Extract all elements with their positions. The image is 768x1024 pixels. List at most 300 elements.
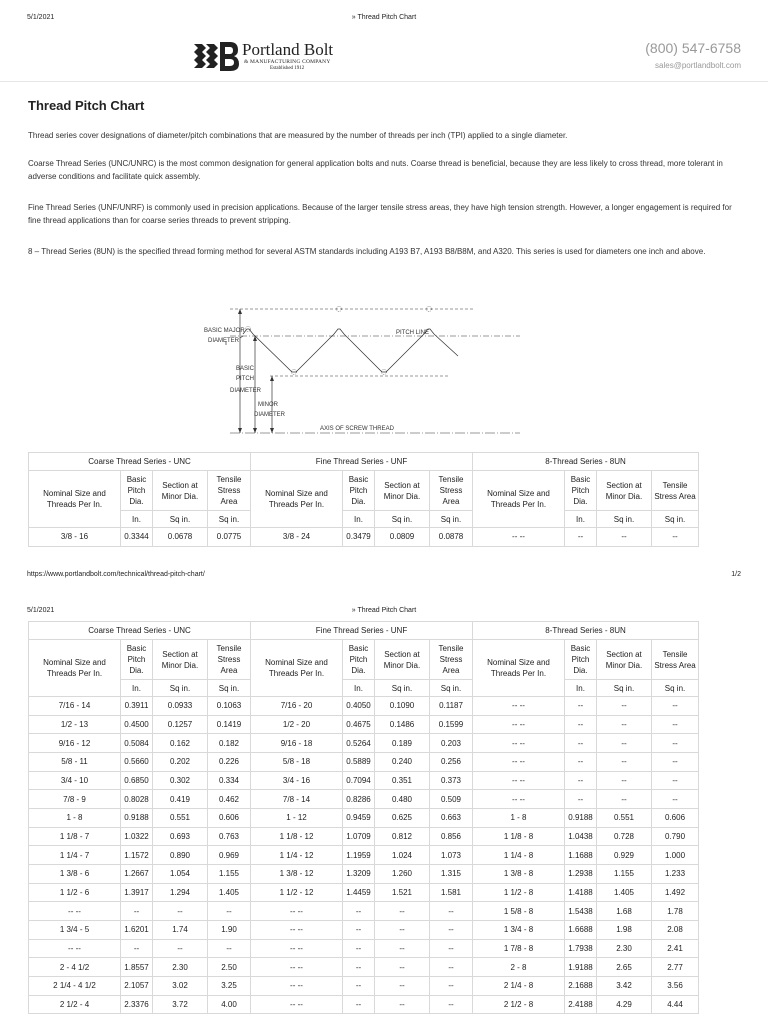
table-cell: -- (343, 976, 375, 995)
header-section: Section at Minor Dia. (597, 471, 652, 511)
table-cell: -- (565, 697, 597, 716)
header-section: Section at Minor Dia. (153, 471, 208, 511)
paragraph-coarse: Coarse Thread Series (UNC/UNRC) is the most common designation for general application bolts and nuts. Coarse thread is beneficial, because they are less likely to cross thread, more tolerant in adverse conditions and facilitate quick assembly. (28, 159, 723, 181)
logo-established: Established 1912 (270, 66, 305, 71)
table-cell: 1.90 (208, 920, 251, 939)
table-cell: 2.41 (652, 939, 699, 958)
table-cell: 1.260 (375, 864, 430, 883)
table-cell: -- -- (29, 939, 121, 958)
table-cell: 0.890 (153, 846, 208, 865)
header-pitch: Basic Pitch Dia. (121, 471, 153, 511)
table-cell: 1 1/8 - 12 (251, 827, 343, 846)
print-header (0, 14, 768, 28)
phone-link[interactable]: (800) 547-6758 (645, 40, 741, 56)
table-cell: -- -- (473, 715, 565, 734)
table-cell: 1.521 (375, 883, 430, 902)
table-cell: 1.294 (153, 883, 208, 902)
label-pitch-diameter: DIAMETER (230, 388, 262, 394)
table-cell: -- (343, 958, 375, 977)
thread-diagram (200, 296, 530, 438)
header-tensile: Tensile Stress Area (652, 640, 699, 680)
table-cell: 0.3911 (121, 697, 153, 716)
table-cell: 1.8557 (121, 958, 153, 977)
table-cell: 2 1/2 - 4 (29, 995, 121, 1014)
table-cell: 1.315 (430, 864, 473, 883)
table-cell: 0.5660 (121, 752, 153, 771)
table-cell: -- -- (251, 902, 343, 921)
table-cell: 0.7094 (343, 771, 375, 790)
table-body (29, 528, 699, 547)
table-row (29, 995, 699, 1014)
unit-cell: In. (121, 511, 153, 528)
header-section: Section at Minor Dia. (597, 640, 652, 680)
label-basic: BASIC (236, 366, 255, 372)
table-cell: 0.606 (652, 808, 699, 827)
table-cell: 1.405 (597, 883, 652, 902)
table-cell: 7/8 - 14 (251, 790, 343, 809)
table-cell: 1 1/8 - 7 (29, 827, 121, 846)
table-row (29, 697, 699, 716)
table-row (29, 752, 699, 771)
table-cell: 0.0933 (153, 697, 208, 716)
header-nominal: Nominal Size and Threads Per In. (473, 640, 565, 697)
table-cell: -- (652, 734, 699, 753)
label-pitch: PITCH (236, 376, 254, 382)
table-cell: 0.625 (375, 808, 430, 827)
table-cell: -- (652, 752, 699, 771)
table-cell: 1 1/4 - 8 (473, 846, 565, 865)
table-cell: 2.1057 (121, 976, 153, 995)
table-cell: 0.419 (153, 790, 208, 809)
table-cell: 2.30 (597, 939, 652, 958)
table-cell: 0.302 (153, 771, 208, 790)
table-cell: -- (652, 697, 699, 716)
unit-cell: Sq in. (597, 511, 652, 528)
header-section: Section at Minor Dia. (153, 640, 208, 680)
table-row (29, 883, 699, 902)
table-cell: 0.4050 (343, 697, 375, 716)
table-cell: 0.763 (208, 827, 251, 846)
table-cell: -- -- (251, 976, 343, 995)
table-cell: 1 3/4 - 5 (29, 920, 121, 939)
table-cell: -- (565, 790, 597, 809)
group-header-8un: 8-Thread Series - 8UN (473, 622, 699, 640)
unit-cell: In. (565, 511, 597, 528)
table-cell: 4.00 (208, 995, 251, 1014)
logo-subtitle: & MANUFACTURING COMPANY (244, 59, 331, 65)
group-header-unf: Fine Thread Series - UNF (251, 453, 473, 471)
table-cell: 0.480 (375, 790, 430, 809)
table-cell: 1.000 (652, 846, 699, 865)
table-cell: 0.4675 (343, 715, 375, 734)
table-cell: 0.1599 (430, 715, 473, 734)
unit-cell: Sq in. (208, 511, 251, 528)
table-cell: 1 3/8 - 12 (251, 864, 343, 883)
table-cell: -- (121, 939, 153, 958)
table-cell: 0.1063 (208, 697, 251, 716)
table-cell: 1.4459 (343, 883, 375, 902)
table-cell: -- (565, 734, 597, 753)
table-cell: 0.462 (208, 790, 251, 809)
table-cell: -- (597, 528, 652, 547)
table-cell: 1.9188 (565, 958, 597, 977)
table-cell: 1.581 (430, 883, 473, 902)
table-cell: 1/2 - 20 (251, 715, 343, 734)
table-cell: 1.1959 (343, 846, 375, 865)
table-cell: 0.5889 (343, 752, 375, 771)
table-cell: 0.226 (208, 752, 251, 771)
table-cell: -- (153, 939, 208, 958)
table-row (29, 734, 699, 753)
table-cell: -- (565, 528, 597, 547)
table-cell: 0.3344 (121, 528, 153, 547)
table-cell: -- (430, 920, 473, 939)
header-pitch: Basic Pitch Dia. (565, 640, 597, 680)
table-cell: -- (343, 939, 375, 958)
table-row (29, 920, 699, 939)
table-row (29, 976, 699, 995)
table-cell: -- (121, 902, 153, 921)
label-minor: MINOR (258, 402, 278, 408)
table-cell: 0.551 (153, 808, 208, 827)
table-cell: 0.8028 (121, 790, 153, 809)
table-cell: 1.78 (652, 902, 699, 921)
table-cell: 0.0775 (208, 528, 251, 547)
header-tensile: Tensile Stress Area (430, 640, 473, 680)
table-body (29, 697, 699, 1014)
table-cell: 0.1419 (208, 715, 251, 734)
table-cell: -- (565, 771, 597, 790)
table-row (29, 958, 699, 977)
table-row (29, 902, 699, 921)
group-header-unc: Coarse Thread Series - UNC (29, 622, 251, 640)
header-pitch: Basic Pitch Dia. (565, 471, 597, 511)
table-cell: 1.054 (153, 864, 208, 883)
header-nominal: Nominal Size and Threads Per In. (251, 640, 343, 697)
label-pitch-line: PITCH LINE (396, 330, 430, 336)
table-cell: 0.693 (153, 827, 208, 846)
table-cell: -- (652, 715, 699, 734)
thread-table-page2 (28, 621, 699, 1014)
table-cell: 3.56 (652, 976, 699, 995)
table-cell: 1.155 (597, 864, 652, 883)
table-cell: 0.5264 (343, 734, 375, 753)
table-cell: 1.1572 (121, 846, 153, 865)
table-cell: 1.0709 (343, 827, 375, 846)
table-cell: -- -- (473, 790, 565, 809)
group-header-8un: 8-Thread Series - 8UN (473, 453, 699, 471)
table-cell: 0.6850 (121, 771, 153, 790)
header-section: Section at Minor Dia. (375, 471, 430, 511)
table-cell: 1/2 - 13 (29, 715, 121, 734)
table-cell: 2 1/4 - 4 1/2 (29, 976, 121, 995)
table-cell: 1 1/4 - 7 (29, 846, 121, 865)
table-cell: 1.233 (652, 864, 699, 883)
table-cell: -- -- (251, 995, 343, 1014)
table-cell: 0.9188 (565, 808, 597, 827)
table-cell: -- (343, 902, 375, 921)
table-cell: 0.162 (153, 734, 208, 753)
table-cell: 0.1187 (430, 697, 473, 716)
unit-cell: Sq in. (375, 680, 430, 697)
table-cell: 1 3/4 - 8 (473, 920, 565, 939)
table-cell: 1.3209 (343, 864, 375, 883)
table-cell: -- (597, 734, 652, 753)
table-cell: 0.182 (208, 734, 251, 753)
table-cell: -- (597, 790, 652, 809)
table-row (29, 790, 699, 809)
header-tensile: Tensile Stress Area (208, 471, 251, 511)
table-cell: 0.509 (430, 790, 473, 809)
table-cell: 0.551 (597, 808, 652, 827)
paragraph-thread-series: Thread series cover designations of diameter/pitch combinations that are measured by the number of threads per inch (TPI) applied to a single diameter. (28, 131, 568, 140)
table-row (29, 864, 699, 883)
table-cell: 1.7938 (565, 939, 597, 958)
table-cell: 0.373 (430, 771, 473, 790)
unit-cell: In. (343, 680, 375, 697)
table-cell: 3/8 - 16 (29, 528, 121, 547)
unit-cell: Sq in. (153, 680, 208, 697)
table-cell: 1.155 (208, 864, 251, 883)
table-cell: 1.68 (597, 902, 652, 921)
table-cell: 2 - 4 1/2 (29, 958, 121, 977)
table-cell: -- (597, 715, 652, 734)
table-cell: 2.30 (153, 958, 208, 977)
unit-cell: Sq in. (652, 511, 699, 528)
table-row (29, 846, 699, 865)
table-cell: 2.08 (652, 920, 699, 939)
table-cell: -- (652, 771, 699, 790)
print-date: 5/1/2021 (27, 607, 55, 614)
table-cell: 0.1486 (375, 715, 430, 734)
unit-cell: Sq in. (652, 680, 699, 697)
table-cell: 0.9459 (343, 808, 375, 827)
table-cell: -- (375, 958, 430, 977)
table-cell: 1.4188 (565, 883, 597, 902)
logo[interactable] (190, 36, 360, 74)
table-cell: 7/8 - 9 (29, 790, 121, 809)
print-date: 5/1/2021 (27, 14, 55, 21)
table-cell: -- -- (473, 752, 565, 771)
site-header (0, 30, 768, 82)
table-row (29, 808, 699, 827)
table-cell: -- -- (251, 958, 343, 977)
table-cell: 3.72 (153, 995, 208, 1014)
table-cell: 1.74 (153, 920, 208, 939)
table-cell: 9/16 - 18 (251, 734, 343, 753)
table-cell: 1 1/8 - 8 (473, 827, 565, 846)
table-cell: 0.5084 (121, 734, 153, 753)
table-cell: 1 - 12 (251, 808, 343, 827)
table-cell: 1.6688 (565, 920, 597, 939)
table-cell: 1.492 (652, 883, 699, 902)
logo-name: Portland Bolt (242, 40, 334, 59)
table-cell: 0.4500 (121, 715, 153, 734)
table-cell: 1.073 (430, 846, 473, 865)
article (28, 98, 740, 276)
table-cell: 1 5/8 - 8 (473, 902, 565, 921)
table-cell: 4.44 (652, 995, 699, 1014)
table-cell: 1.0322 (121, 827, 153, 846)
table-cell: 0.0678 (153, 528, 208, 547)
table-cell: 0.929 (597, 846, 652, 865)
table-row (29, 715, 699, 734)
table-cell: 1.2667 (121, 864, 153, 883)
table-cell: -- -- (251, 920, 343, 939)
table-cell: -- (430, 902, 473, 921)
table-cell: 3/8 - 24 (251, 528, 343, 547)
table-cell: -- -- (473, 528, 565, 547)
table-cell: -- -- (473, 697, 565, 716)
table-cell: 0.0809 (375, 528, 430, 547)
table-cell: 1 7/8 - 8 (473, 939, 565, 958)
table-row (29, 771, 699, 790)
table-cell: 0.240 (375, 752, 430, 771)
table-cell: 2.4188 (565, 995, 597, 1014)
table-cell: 7/16 - 20 (251, 697, 343, 716)
table-cell: 1 1/2 - 6 (29, 883, 121, 902)
group-header-unf: Fine Thread Series - UNF (251, 622, 473, 640)
header-pitch: Basic Pitch Dia. (343, 640, 375, 680)
table-cell: 1.0438 (565, 827, 597, 846)
table-cell: -- (153, 902, 208, 921)
header-nominal: Nominal Size and Threads Per In. (473, 471, 565, 528)
email-link[interactable]: sales@portlandbolt.com (655, 61, 741, 70)
table-cell: 1 - 8 (473, 808, 565, 827)
print-header (0, 607, 768, 621)
table-cell: 1 1/2 - 12 (251, 883, 343, 902)
thread-table-page1 (28, 452, 699, 547)
table-cell: -- -- (473, 734, 565, 753)
table-cell: 1.5438 (565, 902, 597, 921)
table-cell: 0.856 (430, 827, 473, 846)
table-cell: 9/16 - 12 (29, 734, 121, 753)
table-cell: 1.1688 (565, 846, 597, 865)
table-cell: 1.2938 (565, 864, 597, 883)
header-section: Section at Minor Dia. (375, 640, 430, 680)
bolt-logo-icon (190, 38, 240, 74)
table-cell: -- (430, 958, 473, 977)
table-cell: -- (565, 752, 597, 771)
unit-cell: Sq in. (375, 511, 430, 528)
table-cell: 1 1/4 - 12 (251, 846, 343, 865)
table-cell: 2.65 (597, 958, 652, 977)
print-page-number: 1/2 (731, 571, 741, 578)
table-cell: 5/8 - 11 (29, 752, 121, 771)
table-cell: 0.9188 (121, 808, 153, 827)
table-cell: 0.189 (375, 734, 430, 753)
table-cell: 0.606 (208, 808, 251, 827)
table-cell: -- (208, 939, 251, 958)
table-cell: 2 1/4 - 8 (473, 976, 565, 995)
unit-cell: In. (343, 511, 375, 528)
table-cell: 3.42 (597, 976, 652, 995)
table-row (29, 528, 699, 547)
header-pitch: Basic Pitch Dia. (343, 471, 375, 511)
unit-cell: Sq in. (153, 511, 208, 528)
header-nominal: Nominal Size and Threads Per In. (29, 640, 121, 697)
print-url[interactable]: https://www.portlandbolt.com/technical/thread-pitch-chart/ (27, 571, 205, 578)
table-cell: 0.728 (597, 827, 652, 846)
page-title: Thread Pitch Chart (28, 98, 145, 113)
unit-cell: In. (565, 680, 597, 697)
table-cell: 4.29 (597, 995, 652, 1014)
table-cell: 1.3917 (121, 883, 153, 902)
table-cell: 0.1257 (153, 715, 208, 734)
table-cell: -- (652, 790, 699, 809)
label-basic-major: BASIC MAJOR (204, 328, 245, 334)
table-cell: 0.203 (430, 734, 473, 753)
paragraph-fine: Fine Thread Series (UNF/UNRF) is commonly used in precision applications. Because of the larger tensile stress areas, they have high tension strength. However, a longer engagement is required for fine thread applications than for coarse series threads to prevent stripping. (28, 203, 732, 225)
table-cell: 0.663 (430, 808, 473, 827)
table-cell: -- (375, 976, 430, 995)
table-cell: 0.351 (375, 771, 430, 790)
unit-cell: In. (121, 680, 153, 697)
table-cell: 2 1/2 - 8 (473, 995, 565, 1014)
table-cell: -- (375, 939, 430, 958)
table-cell: -- (375, 995, 430, 1014)
table-cell: 0.334 (208, 771, 251, 790)
table-cell: -- (375, 920, 430, 939)
table-cell: -- (652, 528, 699, 547)
table-cell: -- (565, 715, 597, 734)
table-cell: 1 3/8 - 8 (473, 864, 565, 883)
table-cell: 0.256 (430, 752, 473, 771)
table-cell: 2.50 (208, 958, 251, 977)
label-axis: AXIS OF SCREW THREAD (320, 426, 394, 432)
header-nominal: Nominal Size and Threads Per In. (251, 471, 343, 528)
table-cell: 2.77 (652, 958, 699, 977)
table-cell: 1.98 (597, 920, 652, 939)
table-cell: -- (597, 697, 652, 716)
table-cell: 3/4 - 16 (251, 771, 343, 790)
table-cell: 0.0878 (430, 528, 473, 547)
table-cell: 0.790 (652, 827, 699, 846)
table-cell: 1 3/8 - 6 (29, 864, 121, 883)
table-cell: 2 - 8 (473, 958, 565, 977)
table-cell: 1.405 (208, 883, 251, 902)
print-title: » Thread Pitch Chart (351, 14, 417, 21)
unit-cell: Sq in. (430, 680, 473, 697)
table-cell: 1.6201 (121, 920, 153, 939)
table-cell: -- (343, 920, 375, 939)
table-cell: 1.024 (375, 846, 430, 865)
paragraph-8un: 8 – Thread Series (8UN) is the specified thread forming method for several ASTM standards including A193 B7, A193 B8/B8M, and A320. This series is used for diameters one inch and above. (28, 247, 706, 256)
table-cell: 0.3479 (343, 528, 375, 547)
print-title: » Thread Pitch Chart (351, 607, 417, 614)
unit-cell: Sq in. (430, 511, 473, 528)
table-cell: -- -- (29, 902, 121, 921)
unit-cell: Sq in. (597, 680, 652, 697)
table-cell: 0.969 (208, 846, 251, 865)
header-tensile: Tensile Stress Area (208, 640, 251, 680)
unit-cell: Sq in. (208, 680, 251, 697)
table-cell: 2.3376 (121, 995, 153, 1014)
table-cell: 0.812 (375, 827, 430, 846)
table-cell: -- (597, 752, 652, 771)
table-cell: -- (430, 939, 473, 958)
table-cell: -- (597, 771, 652, 790)
table-cell: 3.02 (153, 976, 208, 995)
table-cell: 1 1/2 - 8 (473, 883, 565, 902)
table-cell: 3/4 - 10 (29, 771, 121, 790)
table-cell: 0.1090 (375, 697, 430, 716)
header-tensile: Tensile Stress Area (652, 471, 699, 511)
header-pitch: Basic Pitch Dia. (121, 640, 153, 680)
table-row (29, 939, 699, 958)
table-cell: 5/8 - 18 (251, 752, 343, 771)
table-cell: 0.8286 (343, 790, 375, 809)
